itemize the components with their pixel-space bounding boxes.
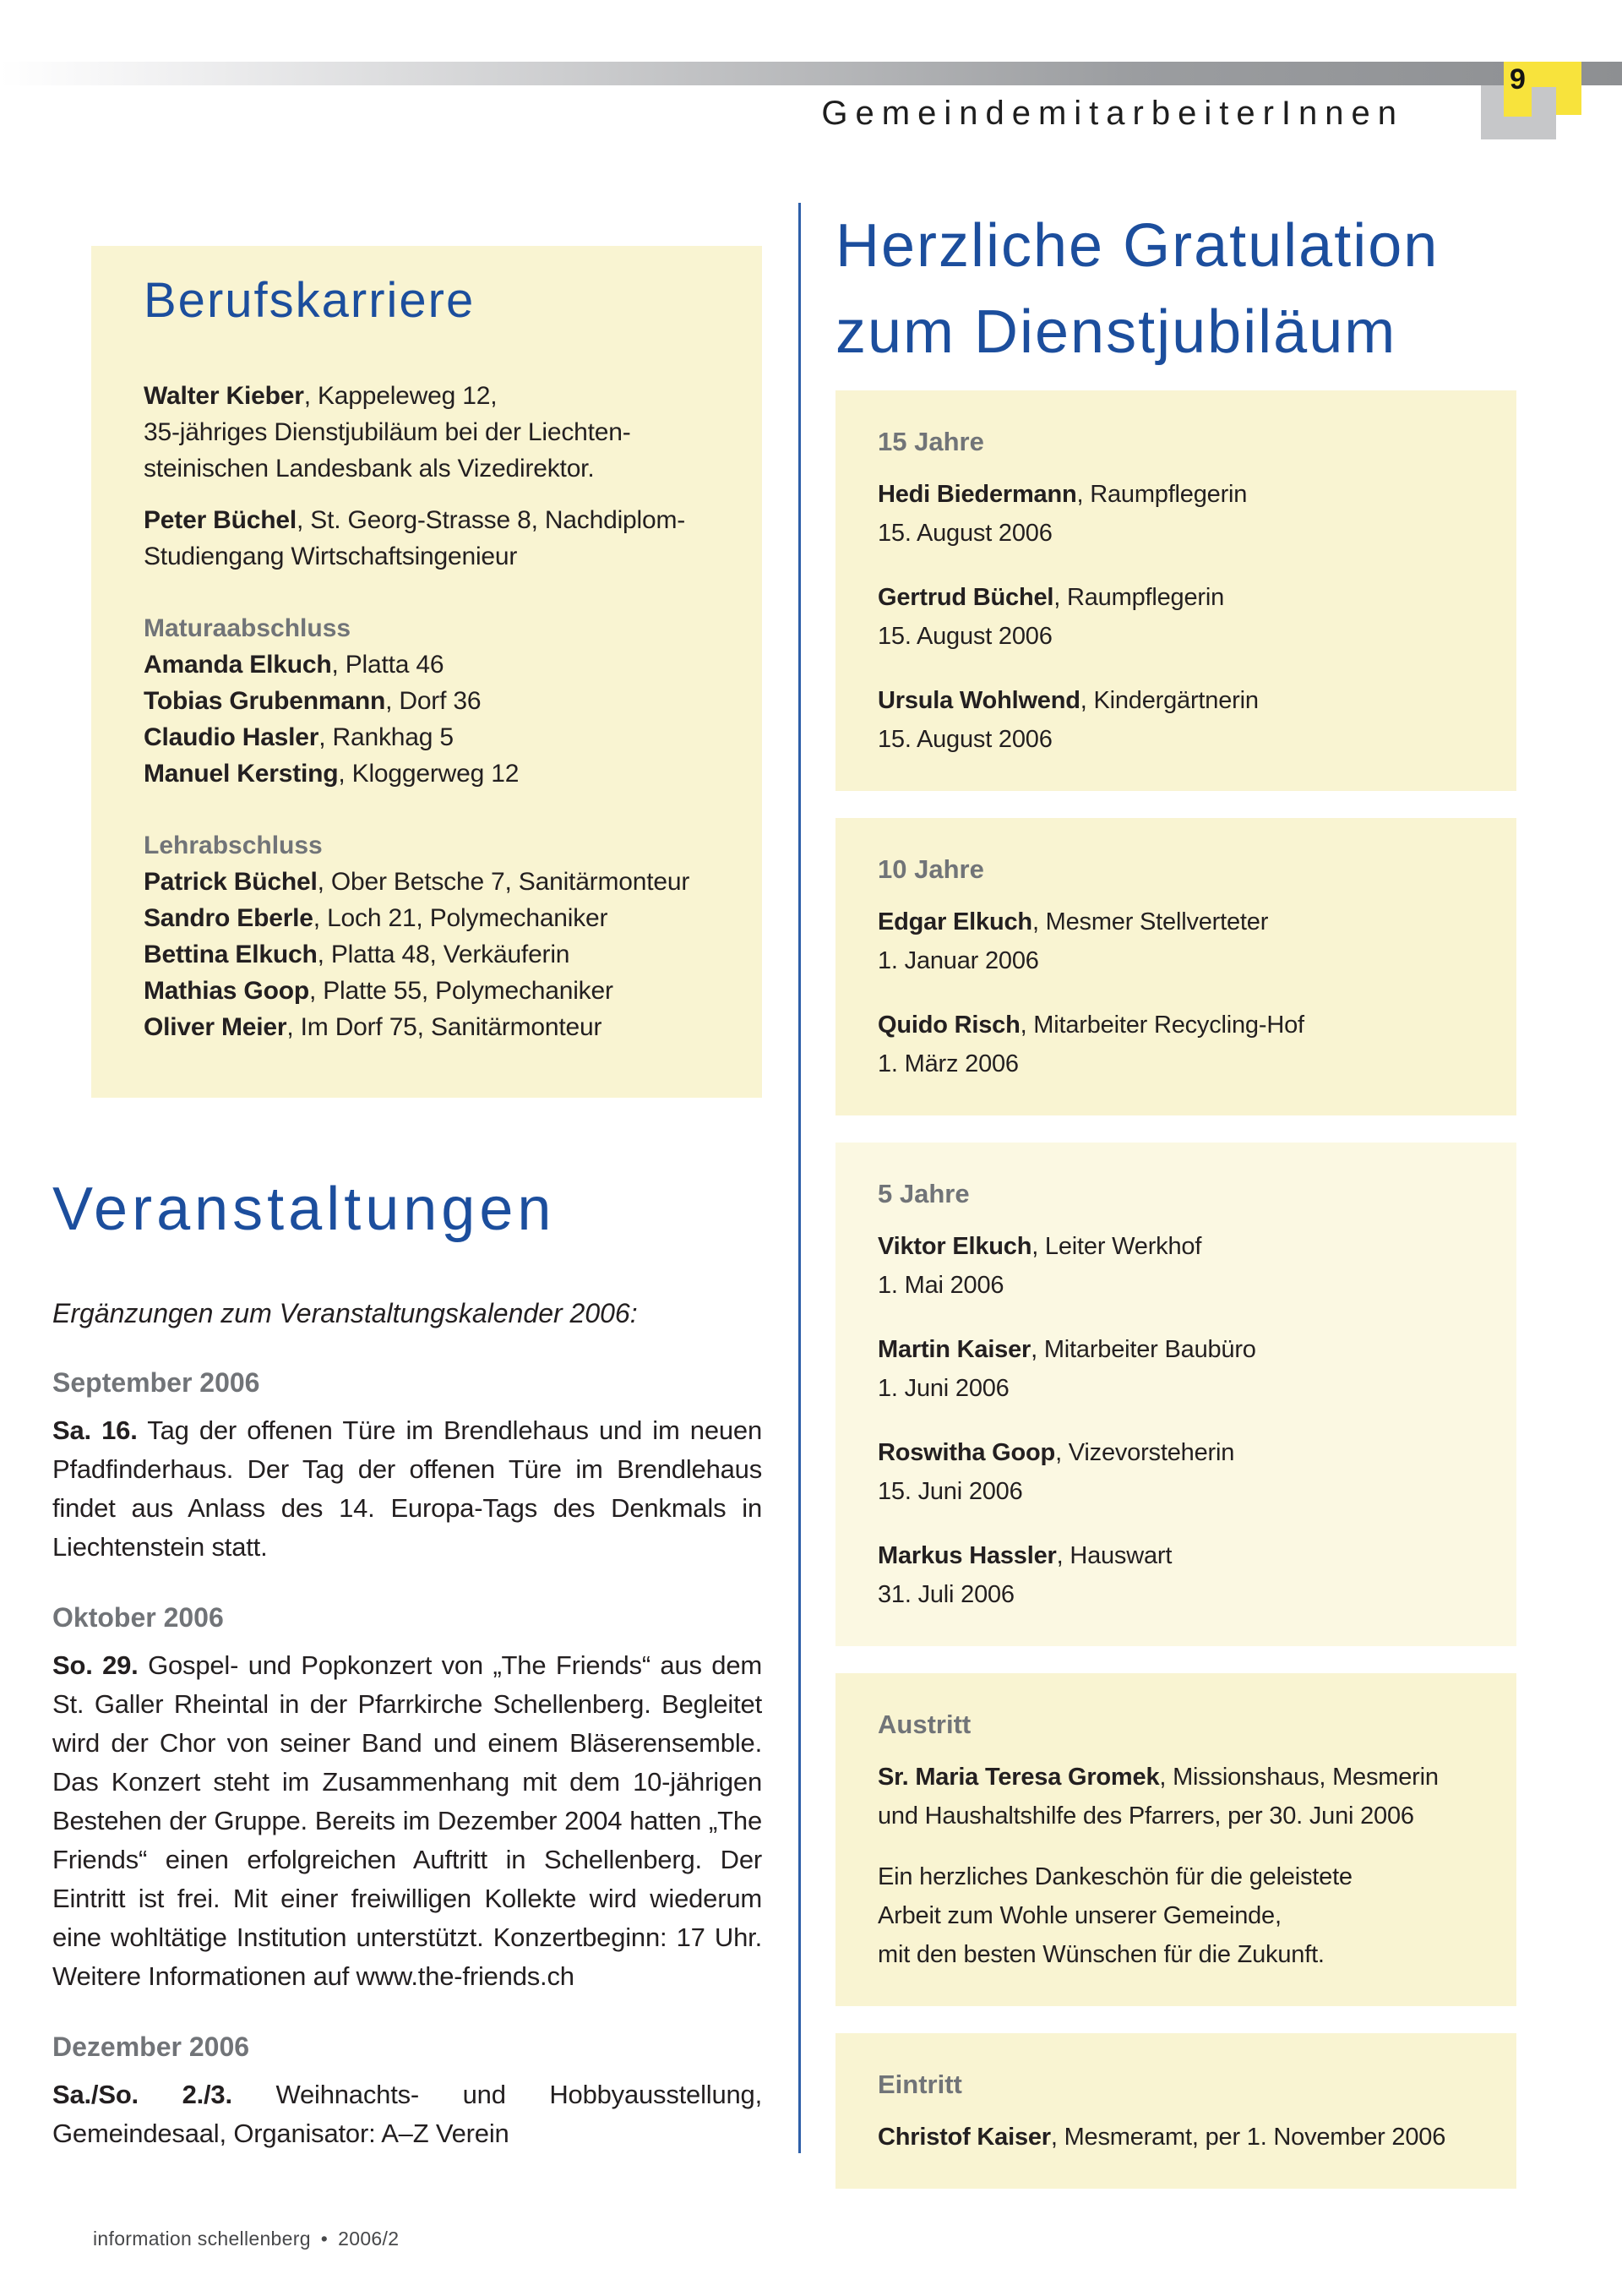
jubilee-name-line xyxy=(878,1433,1474,1472)
person-role: , Mitarbeiter Baubüro xyxy=(1031,1336,1256,1363)
austritt-thanks xyxy=(878,1857,1474,1974)
person-role: , Leiter Werkhof xyxy=(1031,1233,1202,1260)
jubilee-box-5-jahre xyxy=(835,1143,1516,1646)
jubilee-date: 1. Mai 2006 xyxy=(878,1272,1004,1299)
person-role: , Hauswart xyxy=(1056,1542,1173,1569)
list-item xyxy=(144,683,715,719)
event-text: Weihnachts- und Hobbyausstellung, Gemeindesaal, Organisator: A–Z Verein xyxy=(52,2080,762,2148)
person-name: Sr. Maria Teresa Gromek xyxy=(878,1764,1160,1791)
jubilee-name-line xyxy=(878,1330,1474,1369)
event-text: Tag der offenen Türe im Brendlehaus und im neuen Pfadfinderhaus. Der Tag der offenen Türe im Brendlehaus findet aus Anlass des 14. Europa-Tags des Denkmals in Liechtenstein statt. xyxy=(52,1415,763,1562)
austritt-heading: Austritt xyxy=(878,1710,972,1739)
jubilee-entry xyxy=(878,1433,1474,1511)
jubilee-date: 15. August 2006 xyxy=(878,623,1053,650)
career-entry xyxy=(144,378,715,487)
person-name: Tobias Grubenmann xyxy=(144,687,386,715)
dienstjubilaeum-title-line2: zum Dienstjubiläum xyxy=(835,298,1397,366)
person-role: , Vizevorsteherin xyxy=(1055,1439,1235,1466)
jubilee-entry xyxy=(878,1227,1474,1305)
dienstjubilaeum-title-line1: Herzliche Gratulation xyxy=(835,212,1440,280)
person-name: Patrick Büchel xyxy=(144,868,318,896)
career-entry-line xyxy=(144,502,715,538)
jubilee-box-heading: 10 Jahre xyxy=(878,854,984,884)
jubilee-date: 31. Juli 2006 xyxy=(878,1581,1015,1608)
person-name: Viktor Elkuch xyxy=(878,1233,1032,1260)
list-item xyxy=(144,900,715,936)
person-name: Manuel Kersting xyxy=(144,760,339,788)
jubilee-name-line xyxy=(878,903,1474,941)
list-item xyxy=(144,936,715,973)
person-details: , Im Dorf 75, Sanitärmonteur xyxy=(286,1013,602,1041)
eintritt-heading: Eintritt xyxy=(878,2070,962,2099)
jubilee-name-line xyxy=(878,1536,1474,1575)
person-details: , Kloggerweg 12 xyxy=(338,760,520,788)
header-gradient-bar xyxy=(0,62,1622,85)
column-divider-line xyxy=(798,203,801,2153)
list-item xyxy=(144,864,715,900)
person-role: , Raumpflegerin xyxy=(1053,584,1225,611)
jubilee-entry xyxy=(878,903,1474,980)
veranstaltungen-title: Veranstaltungen xyxy=(52,1175,556,1243)
thanks-line: Ein herzliches Dankeschön für die geleistete xyxy=(878,1863,1353,1890)
list-item xyxy=(144,719,715,755)
page-number: 9 xyxy=(1510,63,1526,95)
person-name: Oliver Meier xyxy=(144,1013,287,1041)
dienstjubilaeum-column xyxy=(835,203,1516,2216)
person-name: Mathias Goop xyxy=(144,977,309,1005)
person-name: Ursula Wohlwend xyxy=(878,687,1080,714)
person-details: , Rankhag 5 xyxy=(318,723,454,751)
jubilee-date: 15. Juni 2006 xyxy=(878,1478,1023,1505)
list-item xyxy=(144,646,715,683)
event-paragraph xyxy=(52,1646,762,1996)
page-header-title: GemeindemitarbeiterInnen xyxy=(821,95,1404,132)
jubilee-name-line xyxy=(878,475,1474,514)
person-name: Markus Hassler xyxy=(878,1542,1057,1569)
career-entry-line: steinischen Landesbank als Vizedirektor. xyxy=(144,455,595,483)
career-entry xyxy=(144,502,715,575)
person-role: , Mesmeramt, per 1. November 2006 xyxy=(1050,2124,1446,2151)
thanks-line: mit den besten Wünschen für die Zukunft. xyxy=(878,1941,1325,1968)
person-name: Peter Büchel xyxy=(144,506,297,534)
lehre-group xyxy=(144,827,715,1045)
person-details: , Kappeleweg 12, xyxy=(303,382,498,410)
footer-publication: information schellenberg xyxy=(93,2228,311,2250)
jubilee-entry xyxy=(878,475,1474,553)
eintritt-name-line xyxy=(878,2118,1474,2157)
person-details: , Platta 48, Verkäuferin xyxy=(317,941,570,968)
page-number-tab-foot xyxy=(1556,87,1581,115)
month-heading-september: September 2006 xyxy=(52,1367,260,1398)
person-name: Sandro Eberle xyxy=(144,904,313,932)
event-paragraph xyxy=(52,1411,762,1567)
veranstaltungen-section xyxy=(52,1175,762,2187)
person-name: Claudio Hasler xyxy=(144,723,319,751)
list-item xyxy=(144,755,715,792)
matura-heading: Maturaabschluss xyxy=(144,614,351,642)
month-heading-dezember: Dezember 2006 xyxy=(52,2031,250,2062)
jubilee-name-line xyxy=(878,578,1474,617)
jubilee-date: 15. August 2006 xyxy=(878,726,1053,753)
jubilee-name-line xyxy=(878,1227,1474,1266)
person-details: , Platte 55, Polymechaniker xyxy=(308,977,613,1005)
jubilee-box-heading: 15 Jahre xyxy=(878,427,984,456)
event-date: So. 29. xyxy=(52,1650,139,1680)
career-entry-line: 35-jähriges Dienstjubiläum bei der Liechten- xyxy=(144,418,631,446)
jubilee-date: 1. März 2006 xyxy=(878,1050,1019,1077)
person-details: , St. Georg-Strasse 8, Nachdiplom- xyxy=(297,506,686,534)
lehre-heading: Lehrabschluss xyxy=(144,832,323,859)
footer-bullet: • xyxy=(320,2228,329,2250)
person-name: Christof Kaiser xyxy=(878,2124,1051,2151)
berufskarriere-title: Berufskarriere xyxy=(144,273,476,328)
footer-issue: 2006/2 xyxy=(338,2228,400,2250)
list-item xyxy=(144,973,715,1009)
person-role: , Mitarbeiter Recycling-Hof xyxy=(1020,1012,1304,1039)
eintritt-box xyxy=(835,2033,1516,2189)
austritt-name-line xyxy=(878,1758,1474,1797)
jubilee-date: 15. August 2006 xyxy=(878,520,1053,547)
list-item xyxy=(144,1009,715,1045)
person-role: , Raumpflegerin xyxy=(1076,481,1248,508)
page-footer xyxy=(93,2228,399,2250)
jubilee-date: 1. Januar 2006 xyxy=(878,947,1039,974)
veranstaltungen-intro: Ergänzungen zum Veranstaltungskalender 2006: xyxy=(52,1298,638,1328)
career-entry-line: Studiengang Wirtschaftsingenieur xyxy=(144,543,518,570)
page-number-tab-band xyxy=(1532,62,1581,87)
event-date: Sa./So. 2./3. xyxy=(52,2080,232,2109)
person-details: , Dorf 36 xyxy=(385,687,482,715)
person-name: Roswitha Goop xyxy=(878,1439,1056,1466)
jubilee-entry xyxy=(878,1536,1474,1614)
matura-group xyxy=(144,610,715,792)
person-role: , Missionshaus, Mesmerin xyxy=(1159,1764,1439,1791)
person-name: Martin Kaiser xyxy=(878,1336,1031,1363)
person-details: , Loch 21, Polymechaniker xyxy=(313,904,608,932)
jubilee-boxes xyxy=(835,390,1516,2189)
austritt-box xyxy=(835,1673,1516,2006)
jubilee-name-line xyxy=(878,1006,1474,1044)
jubilee-date: 1. Juni 2006 xyxy=(878,1375,1010,1402)
person-role: , Kindergärtnerin xyxy=(1080,687,1259,714)
person-name: Gertrud Büchel xyxy=(878,584,1054,611)
month-heading-oktober: Oktober 2006 xyxy=(52,1602,224,1633)
event-text: Gospel- und Popkonzert von „The Friends“ aus dem St. Galler Rheintal in der Pfarrkirche Schellenberg. Begleitet wird der Chor von seiner Band und einem Bläserensemble. Das Konzert steht im Zusammenhang mit dem 10-jährigen Bestehen der Gruppe. Bereits im Dezember 2004 hatten „The Friends“ einen erfolgreichen Auftritt in Schellenberg. Der Eintritt ist frei. Mit einer freiwilligen Kollekte wird wiederum eine wohltätige Institution unterstützt. Konzertbeginn: 17 Uhr. Weitere Informationen auf www.the-friends.ch xyxy=(52,1650,762,1991)
person-name: Edgar Elkuch xyxy=(878,908,1032,935)
person-name: Hedi Biedermann xyxy=(878,481,1077,508)
jubilee-entry xyxy=(878,578,1474,656)
person-role: , Mesmer Stellverteter xyxy=(1031,908,1269,935)
jubilee-box-15-jahre xyxy=(835,390,1516,791)
person-details: , Platta 46 xyxy=(331,651,444,679)
person-name: Walter Kieber xyxy=(144,382,304,410)
jubilee-entry xyxy=(878,1006,1474,1083)
jubilee-box-heading: 5 Jahre xyxy=(878,1179,970,1208)
berufskarriere-box xyxy=(91,246,762,1098)
event-paragraph xyxy=(52,2075,762,2153)
jubilee-entry xyxy=(878,1330,1474,1408)
jubilee-box-10-jahre xyxy=(835,818,1516,1115)
person-name: Bettina Elkuch xyxy=(144,941,318,968)
jubilee-name-line xyxy=(878,681,1474,720)
person-name: Amanda Elkuch xyxy=(144,651,332,679)
jubilee-entry xyxy=(878,681,1474,759)
austritt-line2: und Haushaltshilfe des Pfarrers, per 30. Juni 2006 xyxy=(878,1802,1414,1830)
thanks-line: Arbeit zum Wohle unserer Gemeinde, xyxy=(878,1902,1282,1929)
person-details: , Ober Betsche 7, Sanitärmonteur xyxy=(317,868,690,896)
event-date: Sa. 16. xyxy=(52,1415,138,1445)
person-name: Quido Risch xyxy=(878,1012,1021,1039)
career-entry-line xyxy=(144,378,715,414)
